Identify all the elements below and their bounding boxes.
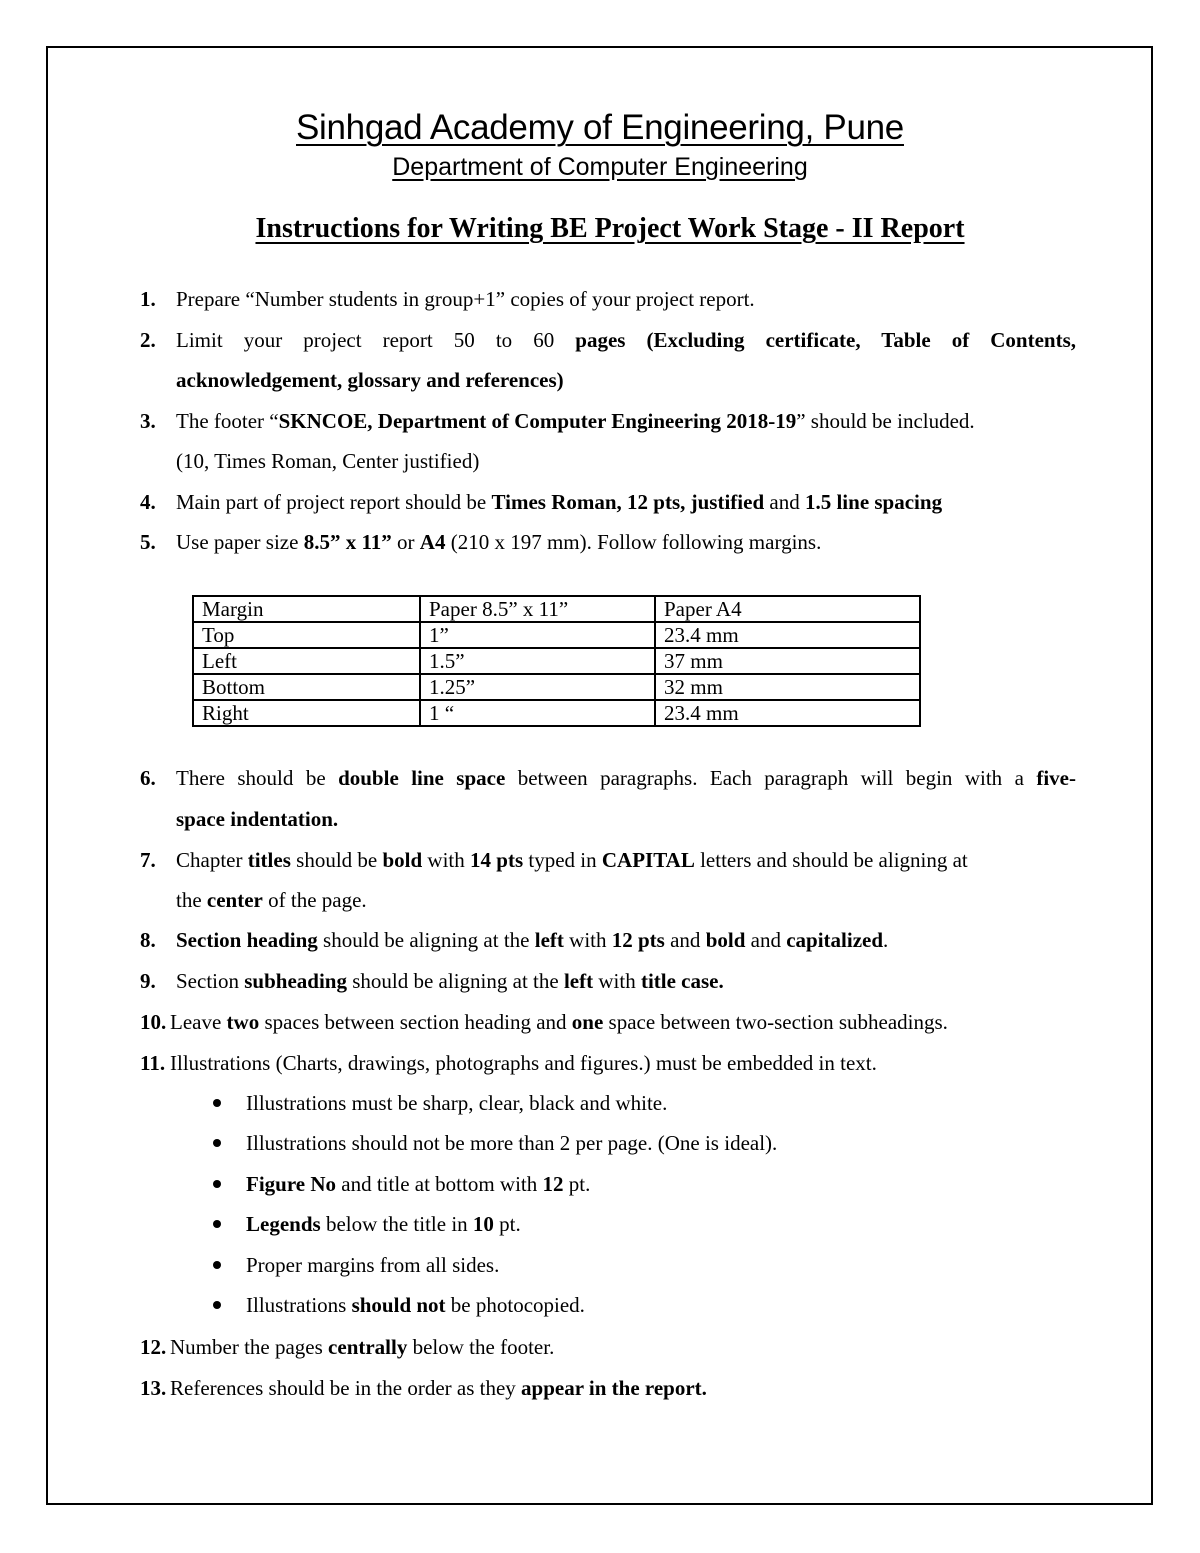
item-text: Leave two spaces between section heading and one space between two-section subheadings. — [170, 1010, 948, 1034]
item-text: Prepare “Number students in group+1” copies of your project report. — [176, 287, 755, 311]
item-text-continued: (10, Times Roman, Center justified) — [176, 449, 480, 473]
sub-item-text: Figure No and title at bottom with 12 pt. — [246, 1172, 591, 1196]
table-header-cell: Paper A4 — [655, 596, 920, 622]
table-cell: Top — [193, 622, 420, 648]
item-text: References should be in the order as they appear in the report. — [170, 1376, 707, 1400]
item-number: 10. — [140, 1010, 167, 1034]
item-number: 4. — [140, 490, 156, 514]
document-heading: Instructions for Writing BE Project Work Stage - II Report — [255, 213, 965, 244]
table-cell: 37 mm — [655, 648, 920, 674]
item-text: Number the pages centrally below the footer. — [170, 1335, 555, 1359]
table-cell: 23.4 mm — [655, 700, 920, 726]
item-text: Chapter titles should be bold with 14 pts typed in CAPITAL letters and should be aligning at — [176, 848, 968, 872]
bullet-icon — [213, 1220, 221, 1228]
item-number: 6. — [140, 766, 156, 790]
item-text-continued: acknowledgement, glossary and references) — [176, 368, 564, 392]
table-cell: Left — [193, 648, 420, 674]
item-number: 3. — [140, 409, 156, 433]
table-cell: 1.25” — [420, 674, 655, 700]
item-number: 2. — [140, 328, 156, 352]
margins-table — [192, 595, 921, 727]
table-cell: 1” — [420, 622, 655, 648]
item-text: The footer “SKNCOE, Department of Computer Engineering 2018-19” should be included. — [176, 409, 975, 433]
table-header-row — [193, 596, 920, 622]
item-number: 13. — [140, 1376, 167, 1400]
item-text-continued: space indentation. — [176, 807, 339, 831]
sub-item-text: Illustrations should not be more than 2 per page. (One is ideal). — [246, 1131, 778, 1155]
table-header-cell: Paper 8.5” x 11” — [420, 596, 655, 622]
bullet-icon — [213, 1301, 221, 1309]
sub-item-text: Illustrations must be sharp, clear, black and white. — [246, 1091, 668, 1115]
table-row — [193, 700, 920, 726]
bullet-icon — [213, 1261, 221, 1269]
table-cell: 1 “ — [420, 700, 655, 726]
item-text-line: Limit your project report 50 to 60 pages (Excluding certificate, Table of Contents, — [176, 328, 1076, 352]
item-number: 12. — [140, 1335, 167, 1359]
item-number: 11. — [140, 1051, 166, 1075]
institution-title: Sinhgad Academy of Engineering, Pune — [296, 108, 904, 147]
sub-item-text: Illustrations should not be photocopied. — [246, 1293, 585, 1317]
item-text-continued: the center of the page. — [176, 888, 367, 912]
item-text: Section subheading should be aligning at the left with title case. — [176, 969, 724, 993]
table-row — [193, 674, 920, 700]
table-cell: Bottom — [193, 674, 420, 700]
table-cell: 32 mm — [655, 674, 920, 700]
item-text: Section heading should be aligning at the left with 12 pts and bold and capitalized. — [176, 928, 889, 952]
bullet-icon — [213, 1139, 221, 1147]
table-cell: 1.5” — [420, 648, 655, 674]
table-cell: 23.4 mm — [655, 622, 920, 648]
sub-item-text: Proper margins from all sides. — [246, 1253, 500, 1277]
item-text: Main part of project report should be Times Roman, 12 pts, justified and 1.5 line spacing — [176, 490, 943, 514]
item-text-line: There should be double line space between paragraphs. Each paragraph will begin with a five- — [176, 766, 1077, 790]
table-row — [193, 622, 920, 648]
item-number: 1. — [140, 287, 156, 311]
item-text: Illustrations (Charts, drawings, photographs and figures.) must be embedded in text. — [170, 1051, 877, 1075]
item-number: 5. — [140, 530, 156, 554]
item-number: 9. — [140, 969, 156, 993]
table-header-cell: Margin — [193, 596, 420, 622]
department-subtitle: Department of Computer Engineering — [392, 153, 808, 181]
item-text: Use paper size 8.5” x 11” or A4 (210 x 197 mm). Follow following margins. — [176, 530, 822, 554]
bullet-icon — [213, 1099, 221, 1107]
item-number: 8. — [140, 928, 156, 952]
bullet-icon — [213, 1180, 221, 1188]
sub-item-text: Legends below the title in 10 pt. — [246, 1212, 521, 1236]
table-cell: Right — [193, 700, 420, 726]
item-number: 7. — [140, 848, 156, 872]
table-row — [193, 648, 920, 674]
